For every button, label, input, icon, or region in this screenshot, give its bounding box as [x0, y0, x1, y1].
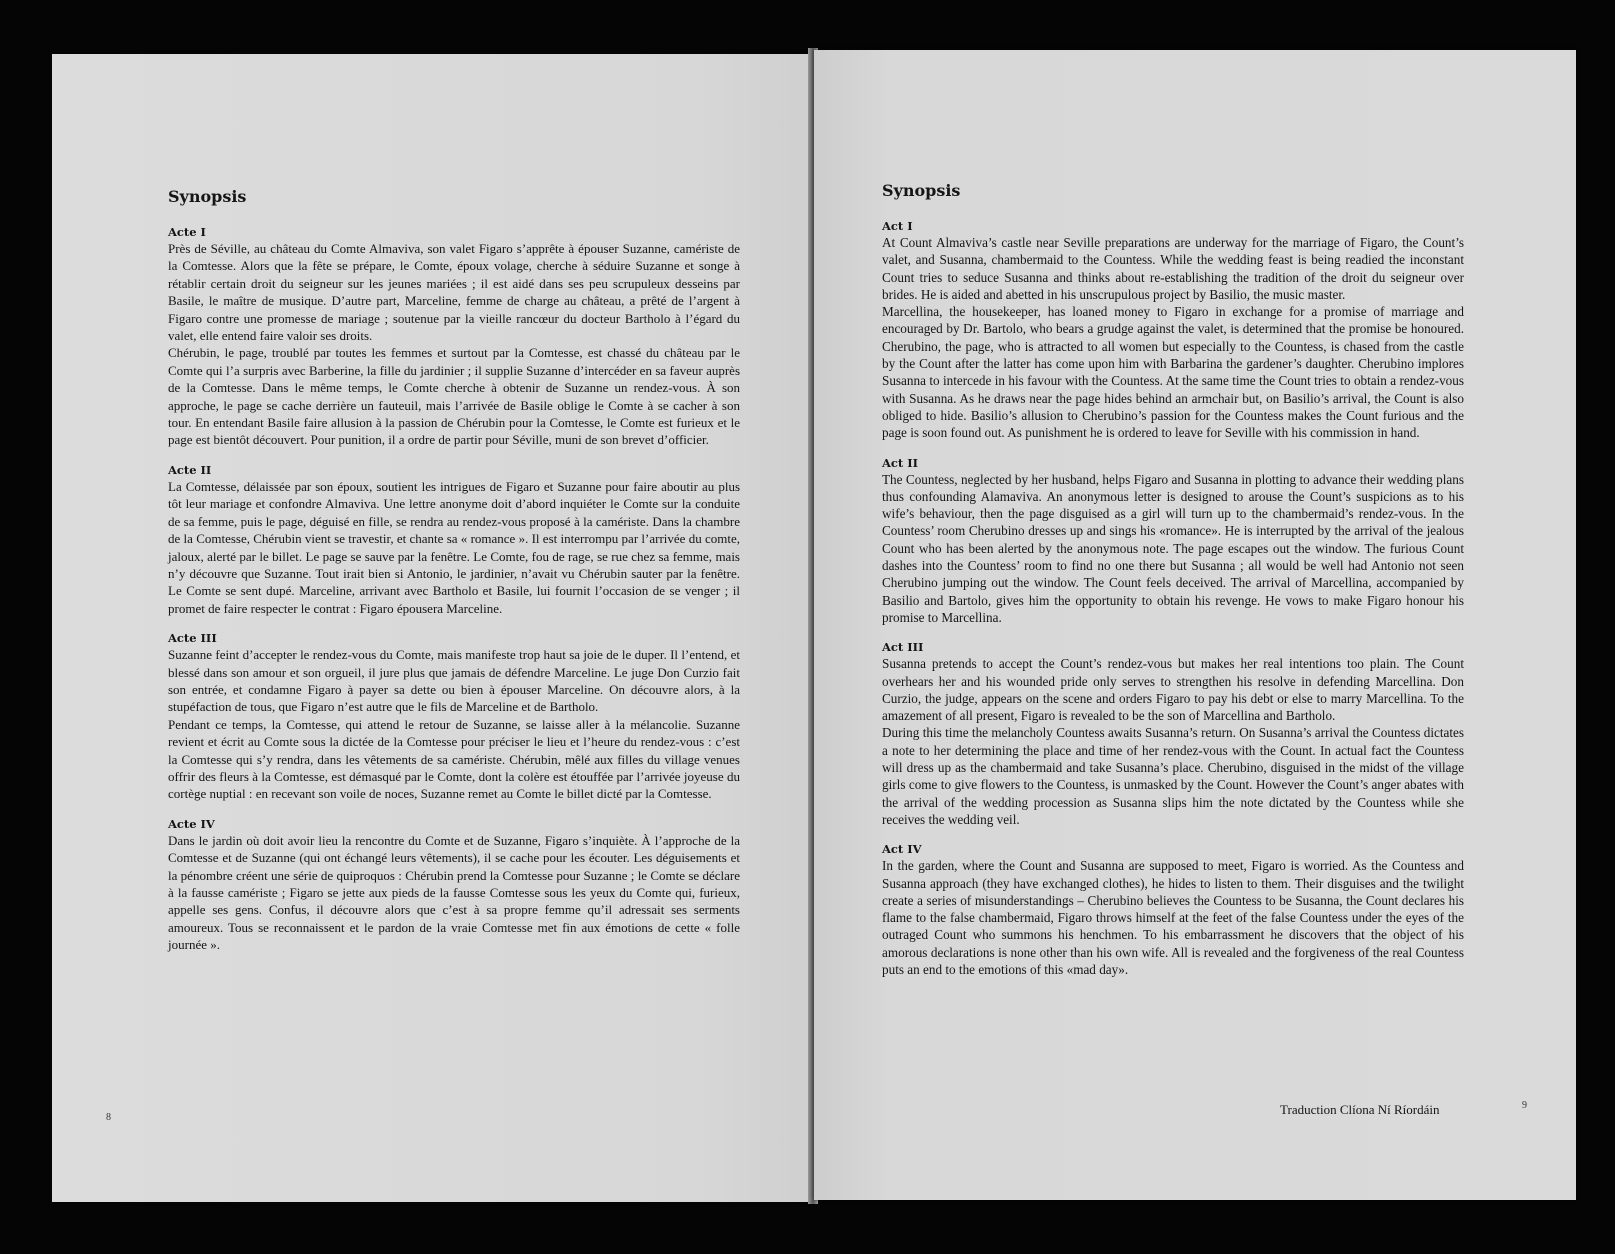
- act-paragraph: La Comtesse, délaissée par son époux, soutient les intrigues de Figaro et Suzanne pour faire aboutir au plus tôt leur mariage et confondre Almaviva. Une lettre anonyme doit d’abord inquiéter le Comte sur la conduite de sa femme, puis le page, déguisé en fille, se rendra au rendez-vous proposé à la camériste. Dans la chambre de la Comtesse, Chérubin vient se travestir, et chante sa « romance ». Il est interrompu par l’arrivée du comte, jaloux, alerté par le billet. Le page se sauve par la fenêtre. Le Comte, fou de rage, se rue chez sa femme, mais n’y découvre que Suzanne. Tout irait bien si Antonio, le jardinier, n’avait vu Chérubin sauter par la fenêtre. Le Comte se sent dupé. Marceline, arrivant avec Bartholo et Basile, lui fournit l’occasion de se venger ; il promet de faire respecter le contrat : Figaro épousera Marceline.: [168, 478, 740, 616]
- act-heading: Act I: [882, 219, 913, 233]
- act-paragraph: In the garden, where the Count and Susanna are supposed to meet, Figaro is worried. As the Countess and Susanna approach (they have exchanged clothes), he hides to listen to them. Their disguises and the twilight create a series of misunderstandings – Cherubino believes the Countess to be Susanna, the Count declares his flame to the false chambermaid, Figaro throws himself at the feet of the false Countess under the eyes of the outraged Count who summons his henchmen. To his embarrassment he discovers that the object of his amorous declarations is none other than his own wife. All is revealed and the forgiveness of the real Countess puts an end to the emotions of this «mad day».: [882, 858, 1464, 977]
- act-paragraph: Suzanne feint d’accepter le rendez-vous du Comte, mais manifeste trop haut sa joie de le duper. Il l’entend, et blessé dans son amour et son orgueil, il jure plus que jamais de défendre Marceline. Le juge Don Curzio fait son entrée, et condamne Figaro à payer sa dette ou bien à épouser Marceline. On découvre alors, à la stupéfaction de tous, que Figaro n’est autre que le fils de Marceline et de Bartholo.: [168, 647, 740, 715]
- act-paragraph: The Countess, neglected by her husband, helps Figaro and Susanna in plotting to advance their wedding plans thus confounding Alamaviva. An anonymous letter is designed to arouse the Count’s suspicions as to his wife’s behaviour, then the page disguised as a girl will turn up to the chambermaid’s rendez-vous. In the Countess’ room Cherubino dresses up and sings his «romance». He is interrupted by the arrival of the jealous Count who has been alerted by the anonymous note. The page escapes out the window. The furious Count dashes into the Countess’ room to find no one there but Susanna ; all would be well had Antonio not seen Cherubino jumping out the window. The Count feels deceived. The arrival of Marcellina, accompanied by Basilio and Bartolo, gives him the opportunity to obtain his revenge. He vows to make Figaro honour his promise to Marcellina.: [882, 471, 1464, 625]
- act-paragraph: Près de Séville, au château du Comte Almaviva, son valet Figaro s’apprête à épouser Suzanne, camériste de la Comtesse. Alors que la fête se prépare, le Comte, époux volage, cherche à séduire Suzanne et songe à rétablir certain droit du seigneur sur les jeunes mariées ; il est aidé dans ses peu scrupuleux desseins par Basile, le maître de musique. D’autre part, Marceline, femme de charge au château, a prêté de l’argent à Figaro contre une promesse de mariage ; soutenue par la vieille rancœur du docteur Bartholo à l’égard du valet, elle entend faire valoir ses droits.: [168, 241, 740, 344]
- left-act-1: [168, 224, 740, 449]
- act-paragraph: Pendant ce temps, la Comtesse, qui attend le retour de Suzanne, se laisse aller à la mélancolie. Suzanne revient et écrit au Comte sous la dictée de la Comtesse pour préciser le lieu et l’heure du rendez-vous : c’est la Comtesse qui s’y rendra, dans les vêtements de sa camériste. Chérubin, mêlé aux filles du village venues offrir des fleurs à la Comtesse, est démasqué par le Comte, dont la colère est étouffée par l’arrivée joyeuse du cortège nuptial : en recevant son voile de noces, Suzanne remet au Comte le billet dicté par la Comtesse.: [168, 716, 740, 802]
- act-heading: Act II: [882, 455, 918, 470]
- left-page-number: 8: [106, 1112, 111, 1123]
- left-text-column: [168, 187, 740, 967]
- right-act-3: [882, 639, 1464, 828]
- left-page-title: Synopsis: [168, 187, 247, 206]
- left-act-4: [168, 816, 740, 954]
- act-paragraph: At Count Almaviva’s castle near Seville preparations are underway for the marriage of Figaro, the Count’s valet, and Susanna, chambermaid to the Countess. While the wedding feast is being readied the inconstant Count tries to seduce Susanna and thinks about re-establishing the tradition of the droit du seigneur over brides. He is aided and abetted in his unscrupulous project by Basilio, the music master.: [882, 235, 1464, 302]
- right-page: [814, 50, 1576, 1200]
- act-heading: Acte III: [168, 631, 217, 646]
- act-paragraph: Marcellina, the housekeeper, has loaned money to Figaro in exchange for a promise of marriage and encouraged by Dr. Bartolo, who bears a grudge against the valet, is determined that the promise be honoured. Cherubino, the page, who is attracted to all women but especially to the Countess, is chased from the castle by the Count after the latter has come upon him with Barbarina the gardener’s daughter. Cherubino implores Susanna to intercede in his favour with the Countess. At the same time the Count tries to obtain a rendez-vous with Susanna. As he draws near the page hides behind an armchair but, on Basilio’s arrival, the Count is also obliged to hide. Basilio’s allusion to Cherubino’s passion for the Countess makes the Count furious and the page is soon found out. As punishment he is ordered to leave for Seville with his commission in hand.: [882, 304, 1464, 441]
- right-act-4: [882, 841, 1464, 978]
- act-heading: Acte II: [168, 462, 212, 477]
- right-act-1: [882, 218, 1464, 442]
- act-heading: Act III: [882, 640, 924, 655]
- translation-credit: Traduction Clíona Ní Ríordáin: [1280, 1102, 1440, 1117]
- left-act-2: [168, 462, 740, 617]
- act-heading: Act IV: [882, 842, 922, 857]
- left-act-3: [168, 630, 740, 803]
- act-heading: Acte IV: [168, 816, 215, 831]
- act-paragraph: During this time the melancholy Countess awaits Susanna’s return. On Susanna’s arrival the Countess dictates a note to her determining the place and time of her rendez-vous with the Count. In actual fact the Countess will dress up as the chambermaid and take Susanna’s place. Cherubino, disguised in the midst of the village girls come to give flowers to the Countess, is unmasked by the Count. However the Count’s anger abates with the arrival of the wedding procession as Susanna slips him the note dictated by the Countess while she receives the wedding veil.: [882, 725, 1464, 827]
- act-paragraph: Chérubin, le page, troublé par toutes les femmes et surtout par la Comtesse, est chassé du château par le Comte qui l’a surpris avec Barberine, la fille du jardinier ; il supplie Suzanne d’intercéder en sa faveur auprès de la Comtesse. Dans le même temps, le Comte cherche à obtenir de Suzanne un rendez-vous. À son approche, le page se cache derrière un fauteuil, mais l’arrivée de Basile oblige le Comte à se cacher à son tour. En entendant Basile faire allusion à la passion de Chérubin pour la Comtesse, le Comte est furieux et le page est bientôt découvert. Pour punition, il a ordre de partir pour Séville, muni de son brevet d’officier.: [168, 345, 740, 448]
- left-page: [52, 54, 812, 1202]
- act-paragraph: Dans le jardin où doit avoir lieu la rencontre du Comte et de Suzanne, Figaro s’inquiète. À l’approche de la Comtesse et de Suzanne (qui ont échangé leurs vêtements), il se cache pour les écouter. Les déguisements et la pénombre créent une série de quiproquos : Chérubin prend la Comtesse pour Suzanne ; le Comte se déclare à la fausse camériste ; Figaro se jette aux pieds de la fausse Comtesse sous les yeux du Comte qui, furieux, appelle ses gens. Confus, il découvre alors que c’est à sa propre femme qu’il adressait ses serments amoureux. Tous se reconnaissent et le pardon de la vraie Comtesse met fin aux émotions de cette « folle journée ».: [168, 832, 740, 953]
- act-heading: Acte I: [168, 225, 206, 239]
- right-act-2: [882, 455, 1464, 627]
- act-paragraph: Susanna pretends to accept the Count’s rendez-vous but makes her real intentions too plain. The Count overhears her and his wounded pride only serves to strengthen his resolve in defending Marcellina. Don Curzio, the judge, appears on the scene and orders Figaro to pay his debt or else to marry Marcellina. To the amazement of all present, Figaro is revealed to be the son of Marcellina and Bartholo.: [882, 656, 1464, 724]
- right-text-column: [882, 181, 1464, 991]
- right-page-title: Synopsis: [882, 181, 961, 200]
- right-page-number: 9: [1522, 1100, 1527, 1111]
